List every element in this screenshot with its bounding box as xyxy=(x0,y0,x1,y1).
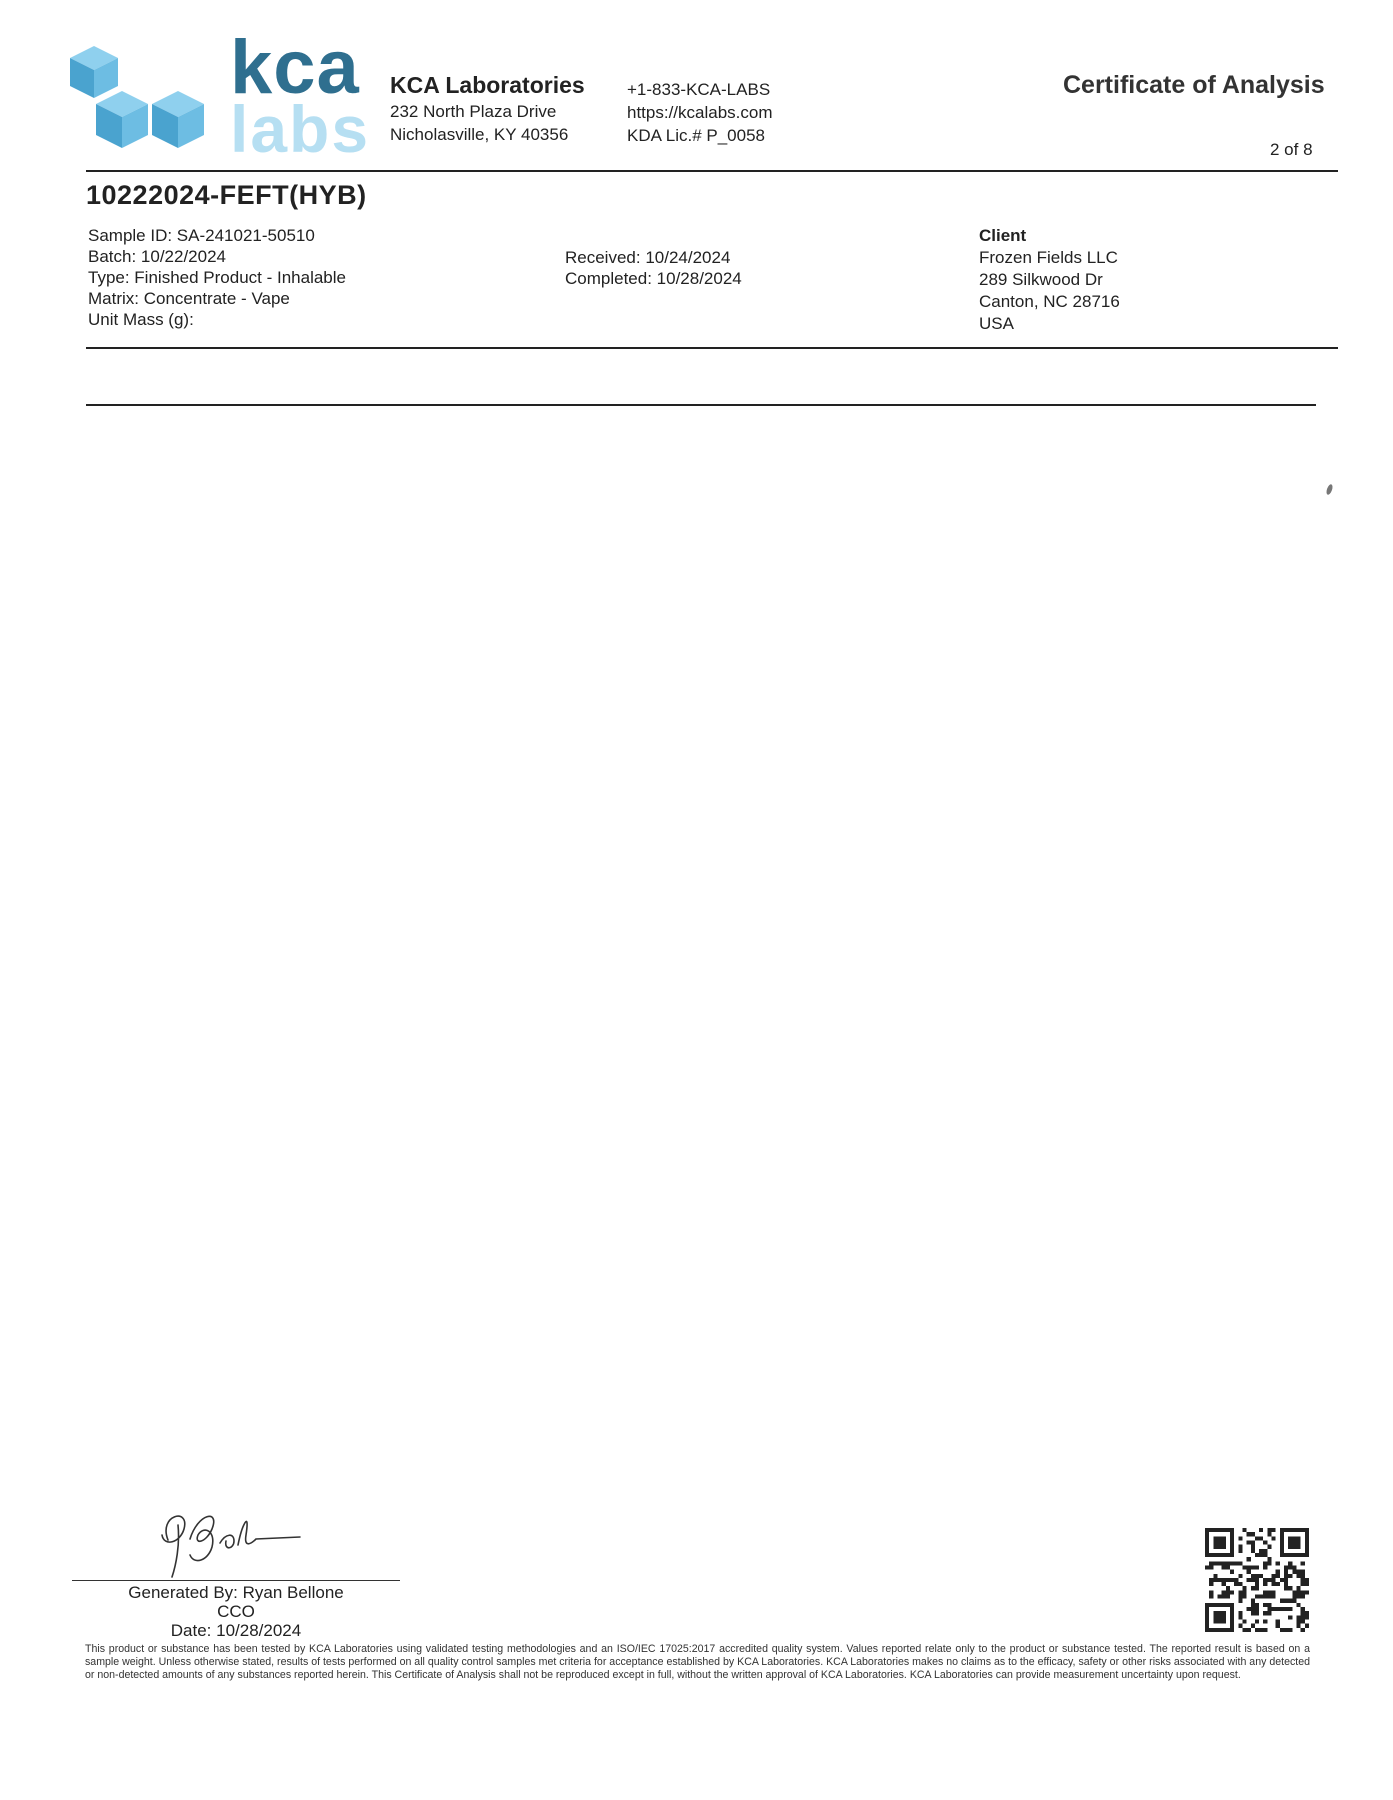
scan-mark xyxy=(1325,483,1333,495)
document-title: Certificate of Analysis xyxy=(1063,71,1325,99)
sample-unit-mass: Unit Mass (g): xyxy=(88,310,194,329)
disclaimer: This product or substance has been tested by KCA Laboratories using validated testing methodologies and an ISO/IEC 17025:2017 accredited quality system. Values reported relate only to the product or substance tested. The reported result is based on a sample weight. Unless otherwise stated, results of tests performed on all quality control samples met criteria for acceptance established by KCA Laboratories. KCA Laboratories makes no claims as to the efficacy, safety or other risks associated with any detected or non-detected amounts of any substances reported herein. This Certificate of Analysis shall not be reproduced except in full, without the written approval of KCA Laboratories. KCA Laboratories can provide measurement uncertainty upon request. xyxy=(85,1643,1310,1681)
sample-dates xyxy=(565,247,742,289)
sample-matrix: Matrix: Concentrate - Vape xyxy=(88,289,290,308)
signature-date: Date: 10/28/2024 xyxy=(170,1621,302,1640)
client-city: Canton, NC 28716 xyxy=(979,292,1120,311)
client-heading: Client xyxy=(979,226,1027,245)
signature xyxy=(150,1495,320,1580)
content-divider xyxy=(86,404,1316,406)
sample-type: Type: Finished Product - Inhalable xyxy=(88,268,346,287)
generated-by: Generated By: Ryan Bellone xyxy=(128,1583,344,1602)
kca-labs-logo xyxy=(68,25,371,166)
completed-date: Completed: 10/28/2024 xyxy=(565,269,742,288)
client-street: 289 Silkwood Dr xyxy=(979,270,1103,289)
sample-batch: Batch: 10/22/2024 xyxy=(88,247,227,266)
lab-name: KCA Laboratories xyxy=(390,72,585,98)
sample-title: 10222024-FEFT(HYB) xyxy=(86,180,367,210)
lab-address xyxy=(390,100,568,146)
logo-text-kca: kca xyxy=(230,25,360,110)
signature-details xyxy=(72,1583,400,1640)
received-date: Received: 10/24/2024 xyxy=(565,248,731,267)
details-divider xyxy=(86,347,1338,349)
cubes-logo-icon xyxy=(68,44,228,162)
qr-code[interactable] xyxy=(1205,1528,1309,1632)
lab-address-line1: 232 North Plaza Drive xyxy=(390,102,557,121)
signature-line xyxy=(72,1580,400,1581)
lab-address-line2: Nicholasville, KY 40356 xyxy=(390,125,569,144)
page-number: 2 of 8 xyxy=(1270,140,1313,159)
lab-website[interactable]: https://kcalabs.com xyxy=(627,103,773,122)
signature-icon xyxy=(150,1495,320,1580)
signer-role: CCO xyxy=(217,1602,255,1621)
lab-phone: +1-833-KCA-LABS xyxy=(627,80,771,99)
lab-license: KDA Lic.# P_0058 xyxy=(627,126,765,145)
client-country: USA xyxy=(979,314,1014,333)
sample-id: Sample ID: SA-241021-50510 xyxy=(88,226,315,245)
client-block xyxy=(979,225,1120,335)
header-divider xyxy=(86,170,1338,172)
lab-contact xyxy=(627,78,773,147)
client-name: Frozen Fields LLC xyxy=(979,248,1118,267)
sample-details xyxy=(88,225,346,330)
qr-code-icon xyxy=(1205,1528,1309,1632)
logo-text-labs: labs xyxy=(230,92,371,166)
